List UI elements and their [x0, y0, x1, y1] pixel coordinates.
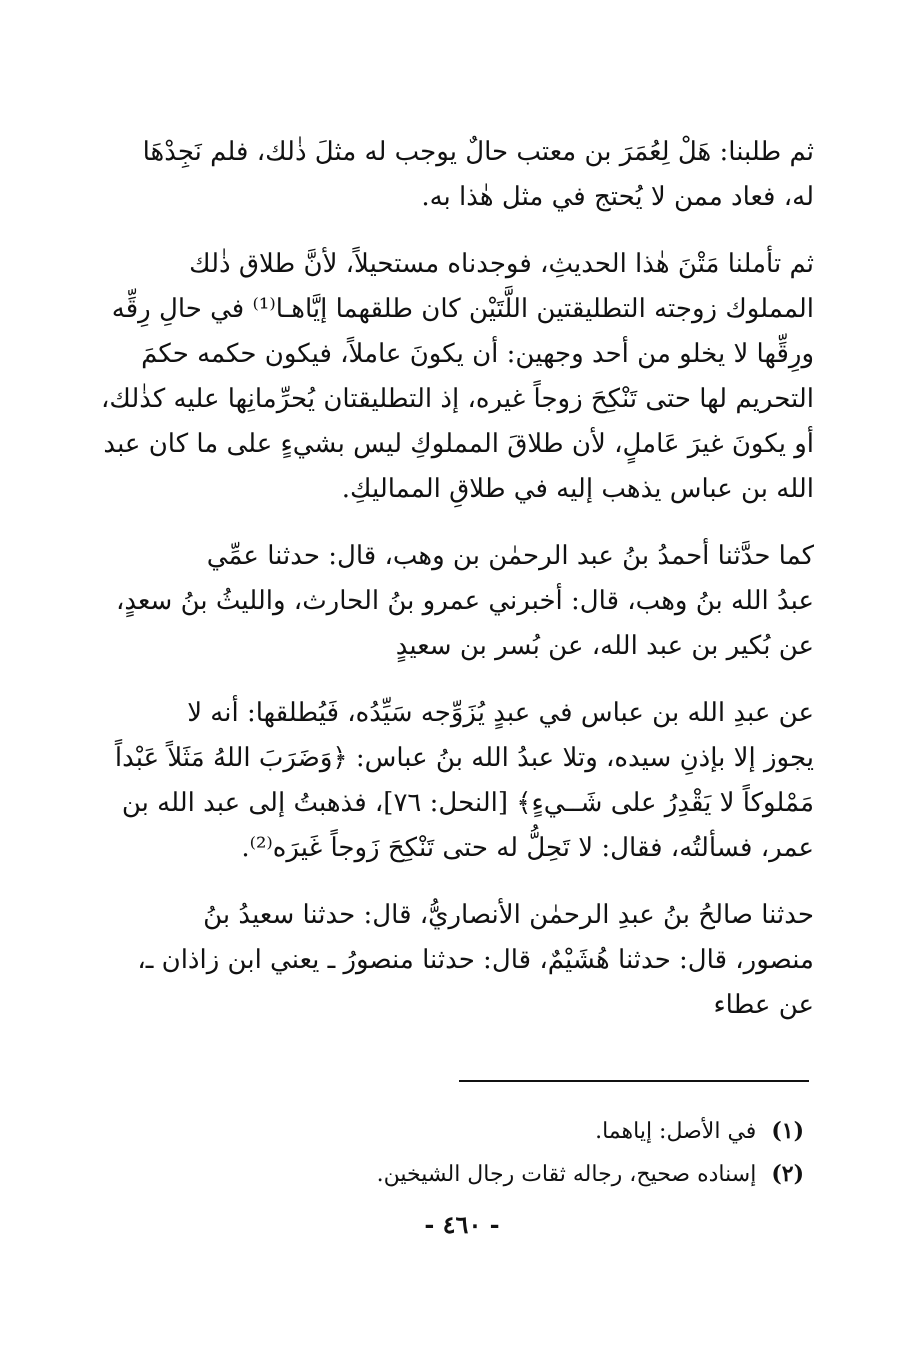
- text-line: ورِقِّها لا يخلو من أحد وجهين: أن يكونَ عاملاً، فيكون حكمه حكمَ: [141, 339, 814, 369]
- paragraph-4: [100, 691, 814, 871]
- text-line: المملوك زوجته التطليقتين اللَّتَيْن كان طلقهما إيَّاهـا⁽¹⁾ في حالِ رِقِّه: [111, 294, 814, 324]
- text-line: عن عبدِ الله بن عباس في عبدٍ يُزَوِّجه سَيِّدُه، فَيُطلقها: أنه لا: [187, 698, 814, 728]
- footnote-1: [154, 1110, 804, 1153]
- paragraph-2: [100, 242, 814, 512]
- text-line: يجوز إلا بإذنِ سيده، وتلا عبدُ الله بنُ عباس: ﴿وَضَرَبَ اللهُ مَثَلاً عَبْداً: [114, 743, 814, 773]
- text-line: عبدُ الله بنُ وهب، قال: أخبرني عمرو بنُ الحارث، والليثُ بنُ سعدٍ،: [115, 586, 814, 616]
- text-line: عن بُكير بن عبد الله، عن بُسر بن سعيدٍ: [395, 631, 814, 661]
- text-line: أو يكونَ غيرَ عَاملٍ، لأن طلاقَ المملوكِ ليس بشيءٍ على ما كان عبد: [103, 429, 814, 459]
- text-line: ثم طلبنا: هَلْ لِعُمَرَ بن معتب حالٌ يوجب له مثلَ ذٰلك، فلم نَجِدْهَا: [142, 137, 814, 167]
- text-line: ثم تأملنا مَتْنَ هٰذا الحديثِ، فوجدناه مستحيلاً، لأنَّ طلاق ذٰلك: [189, 249, 814, 279]
- text-line: كما حدَّثنا أحمدُ بنُ عبد الرحمٰن بن وهب، قال: حدثنا عمِّي: [206, 541, 814, 571]
- text-line: التحريم لها حتى تَنْكِحَ زوجاً غيره، إذ التطليقتان يُحرِّمانِها عليه كذٰلك،: [101, 384, 814, 414]
- paragraph-5: [100, 893, 814, 1028]
- footnote-divider: [459, 1080, 809, 1082]
- footnote-text: في الأصل: إياهما.: [595, 1119, 757, 1144]
- paragraph-3: [100, 534, 814, 669]
- text-line: مَمْلوكاً لا يَقْدِرُ على شَــيءٍ﴾ [النحل: ٧٦]، فذهبتُ إلى عبد الله بن: [121, 788, 814, 818]
- text-line: حدثنا صالحُ بنُ عبدِ الرحمٰن الأنصاريُّ، قال: حدثنا سعيدُ بنُ: [203, 900, 814, 930]
- text-line: عن عطاء: [713, 990, 814, 1020]
- footnotes: [154, 1110, 804, 1196]
- text-line: منصور، قال: حدثنا هُشَيْمٌ، قال: حدثنا منصورُ ـ يعني ابن زاذان ـ،: [137, 945, 814, 975]
- footnote-text: إسناده صحيح، رجاله ثقات رجال الشيخين.: [376, 1162, 757, 1187]
- text-line: له، فعاد ممن لا يُحتج في مثل هٰذا به.: [421, 182, 814, 212]
- footnote-2: [154, 1153, 804, 1196]
- page-number: - ٤٦٠ -: [424, 1210, 500, 1239]
- footnote-number: (٢): [771, 1161, 804, 1187]
- text-line: عمر، فسألتُه، فقال: لا تَحِلُّ له حتى تَنْكِحَ زَوجاً غَيرَه⁽²⁾.: [241, 833, 814, 863]
- paragraph-1: [100, 130, 814, 220]
- footnote-number: (١): [771, 1118, 804, 1144]
- text-line: الله بن عباس يذهب إليه في طلاقِ المماليكِ.: [341, 474, 814, 504]
- body-text: [100, 130, 814, 1028]
